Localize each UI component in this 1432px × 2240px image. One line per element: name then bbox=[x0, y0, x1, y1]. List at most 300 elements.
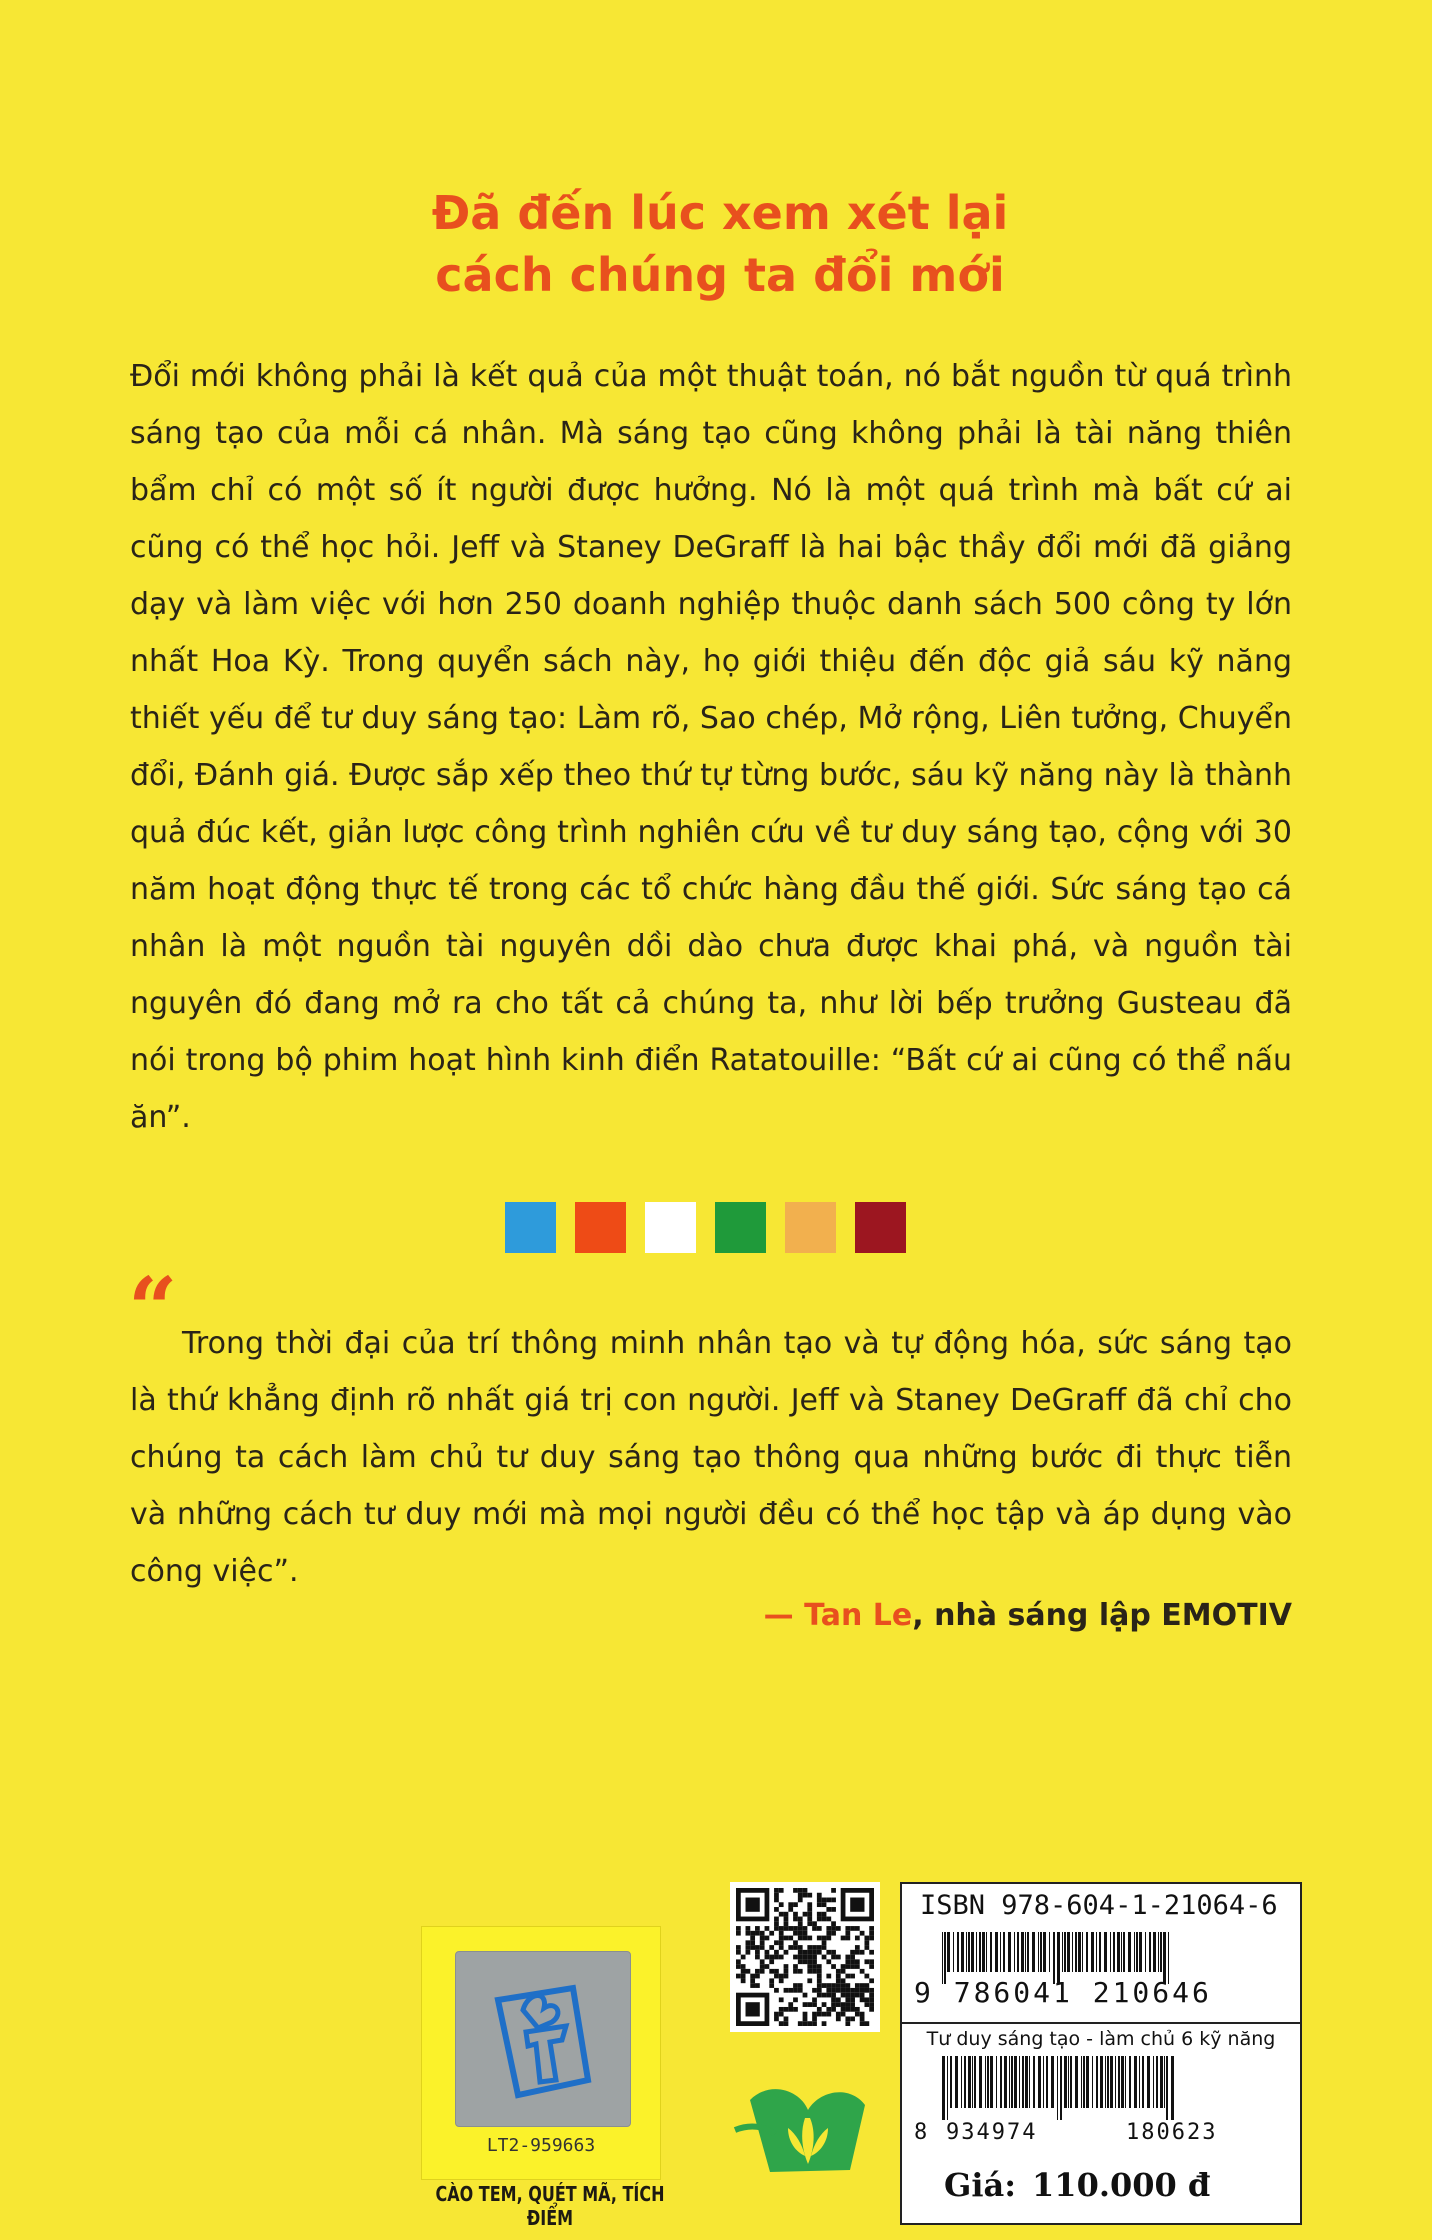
qr-module bbox=[845, 1983, 850, 1988]
qr-module bbox=[817, 1974, 822, 1979]
price-value: 110.000 đ bbox=[1032, 2166, 1211, 2204]
qr-module bbox=[807, 2021, 812, 2026]
qr-module bbox=[750, 1974, 755, 1979]
headline-line-1: Đã đến lúc xem xét lại bbox=[431, 186, 1009, 240]
barcode-bar bbox=[1082, 1932, 1083, 1972]
qr-module bbox=[826, 1974, 831, 1979]
qr-module bbox=[784, 1921, 789, 1926]
color-swatch bbox=[855, 1202, 906, 1253]
qr-module bbox=[864, 2021, 869, 2026]
isbn-digits: 9 786041 210646 bbox=[914, 1976, 1212, 2009]
attribution-role: , nhà sáng lập EMOTIV bbox=[912, 1598, 1292, 1633]
barcode-bar bbox=[1129, 2056, 1131, 2108]
qr-module bbox=[807, 1945, 812, 1950]
qr-module bbox=[760, 1936, 765, 1941]
barcode-bar bbox=[1038, 1932, 1039, 1972]
qr-module bbox=[817, 1969, 822, 1974]
qr-module bbox=[774, 1921, 779, 1926]
qr-module bbox=[822, 1940, 827, 1945]
qr-module bbox=[850, 1988, 855, 1993]
qr-module bbox=[746, 1926, 751, 1931]
barcode-bar bbox=[947, 1932, 950, 1972]
qr-module bbox=[860, 1997, 865, 2002]
qr-module bbox=[774, 1893, 779, 1898]
qr-module bbox=[831, 2007, 836, 2012]
qr-module bbox=[817, 1988, 822, 1993]
qr-module bbox=[779, 1902, 784, 1907]
barcode-bar bbox=[1092, 2056, 1093, 2108]
qr-module bbox=[817, 1983, 822, 1988]
qr-module bbox=[779, 1926, 784, 1931]
qr-module bbox=[793, 1997, 798, 2002]
qr-module bbox=[860, 1993, 865, 1998]
barcode-bar bbox=[1009, 2056, 1010, 2108]
qr-module bbox=[812, 1926, 817, 1931]
qr-module bbox=[869, 1950, 874, 1955]
qr-module bbox=[793, 1888, 798, 1893]
barcode-bar bbox=[1107, 2056, 1109, 2108]
qr-module bbox=[774, 1898, 779, 1903]
qr-module bbox=[793, 1931, 798, 1936]
qr-module bbox=[798, 1926, 803, 1931]
qr-module bbox=[860, 1988, 865, 1993]
qr-module bbox=[822, 2012, 827, 2017]
qr-module bbox=[798, 1893, 803, 1898]
barcode-bar bbox=[1139, 1932, 1142, 1972]
qr-module bbox=[765, 1936, 770, 1941]
qr-module bbox=[798, 1921, 803, 1926]
qr-module bbox=[736, 1964, 741, 1969]
qr-module bbox=[750, 1945, 755, 1950]
barcode-bar bbox=[1160, 2056, 1163, 2108]
qr-module bbox=[736, 1931, 741, 1936]
qr-module bbox=[831, 1964, 836, 1969]
security-sticker bbox=[421, 1926, 661, 2180]
barcode-bar bbox=[1083, 2056, 1085, 2108]
qr-module bbox=[793, 1917, 798, 1922]
qr-module bbox=[845, 1997, 850, 2002]
qr-module bbox=[769, 1931, 774, 1936]
qr-module bbox=[812, 2021, 817, 2026]
barcode-bar bbox=[1118, 2056, 1120, 2108]
qr-module bbox=[807, 1955, 812, 1960]
qr-module bbox=[850, 1955, 855, 1960]
qr-module bbox=[822, 1898, 827, 1903]
qr-module bbox=[860, 1931, 865, 1936]
quote-attribution bbox=[764, 1598, 1292, 1633]
attribution-author: Tan Le bbox=[804, 1598, 913, 1633]
qr-module bbox=[774, 1969, 779, 1974]
barcode-bar bbox=[995, 1932, 998, 1972]
qr-module bbox=[793, 1955, 798, 1960]
qr-module bbox=[850, 2016, 855, 2021]
qr-module bbox=[784, 1936, 789, 1941]
ean-left-digits: 934974 bbox=[946, 2120, 1038, 2145]
qr-module bbox=[807, 1902, 812, 1907]
qr-module bbox=[741, 1978, 746, 1983]
qr-module bbox=[807, 1912, 812, 1917]
qr-module bbox=[817, 2007, 822, 2012]
qr-module bbox=[826, 1983, 831, 1988]
qr-module bbox=[850, 1898, 864, 1912]
qr-module bbox=[864, 1959, 869, 1964]
barcode-bar bbox=[1075, 2056, 1078, 2108]
color-swatches bbox=[505, 1202, 906, 1252]
qr-module bbox=[860, 2021, 865, 2026]
qr-module bbox=[812, 2002, 817, 2007]
qr-module bbox=[807, 1893, 812, 1898]
isbn-price-box bbox=[900, 1882, 1302, 2225]
ean-barcode bbox=[942, 2056, 1177, 2120]
qr-module bbox=[788, 1936, 793, 1941]
qr-module bbox=[817, 2012, 822, 2017]
barcode-bar bbox=[1067, 1932, 1070, 1972]
qr-module bbox=[826, 1926, 831, 1931]
qr-module bbox=[774, 1988, 779, 1993]
qr-module bbox=[850, 2007, 855, 2012]
qr-module bbox=[803, 2016, 808, 2021]
barcode-bar bbox=[976, 1932, 977, 1972]
qr-module bbox=[803, 2002, 808, 2007]
barcode-bar bbox=[1147, 2056, 1150, 2108]
qr-module bbox=[746, 1945, 751, 1950]
qr-module bbox=[845, 1936, 850, 1941]
qr-module bbox=[826, 1988, 831, 1993]
qr-module bbox=[798, 1959, 803, 1964]
qr-module bbox=[869, 1997, 874, 2002]
qr-module bbox=[788, 1907, 793, 1912]
qr-module bbox=[841, 2007, 846, 2012]
barcode-bar bbox=[1121, 1932, 1122, 1972]
qr-module bbox=[774, 1917, 779, 1922]
qr-module bbox=[864, 1940, 869, 1945]
sticker-code: LT2-959663 bbox=[486, 2135, 596, 2156]
qr-module bbox=[746, 1950, 751, 1955]
qr-module bbox=[755, 1945, 760, 1950]
qr-module bbox=[793, 1964, 798, 1969]
qr-module bbox=[812, 1959, 817, 1964]
barcode-bar bbox=[972, 2056, 973, 2108]
qr-module bbox=[807, 1964, 812, 1969]
barcode-bar bbox=[1142, 2056, 1144, 2108]
qr-module bbox=[845, 2002, 850, 2007]
barcode-bar bbox=[1125, 2056, 1126, 2108]
barcode-bar bbox=[1072, 1932, 1073, 1972]
qr-module bbox=[822, 1917, 827, 1922]
barcode-bar bbox=[987, 2056, 989, 2108]
barcode-bar bbox=[1003, 1932, 1005, 1972]
qr-module bbox=[779, 2021, 784, 2026]
barcode-bar bbox=[1049, 1932, 1050, 1972]
barcode-bar bbox=[971, 1932, 974, 1972]
barcode-bar bbox=[986, 1932, 987, 1972]
qr-module bbox=[788, 1945, 793, 1950]
qr-module bbox=[864, 1988, 869, 1993]
qr-module bbox=[779, 1955, 784, 1960]
qr-module bbox=[831, 1997, 836, 2002]
barcode-bar bbox=[1025, 2056, 1028, 2108]
qr-module bbox=[860, 1950, 865, 1955]
barcode-bar bbox=[1117, 1932, 1120, 1972]
qr-module bbox=[746, 1940, 751, 1945]
qr-module bbox=[845, 2016, 850, 2021]
qr-module bbox=[741, 1969, 746, 1974]
qr-module bbox=[826, 1959, 831, 1964]
qr-module bbox=[850, 2002, 855, 2007]
qr-module bbox=[807, 1959, 812, 1964]
barcode-bar bbox=[1029, 2056, 1030, 2108]
barcode-bar bbox=[1043, 1932, 1046, 1972]
qr-module bbox=[841, 1988, 846, 1993]
qr-module bbox=[760, 1945, 765, 1950]
qr-module bbox=[831, 1921, 836, 1926]
qr-module bbox=[817, 1893, 822, 1898]
qr-module bbox=[803, 1912, 808, 1917]
qr-module bbox=[831, 2002, 836, 2007]
barcode-bar bbox=[1134, 2056, 1137, 2108]
qr-module bbox=[869, 1964, 874, 1969]
barcode-bar bbox=[1123, 1932, 1125, 1972]
qr-module bbox=[755, 1926, 760, 1931]
attribution-dash: — bbox=[763, 1598, 805, 1633]
qr-module bbox=[803, 1950, 808, 1955]
qr-module bbox=[850, 1926, 855, 1931]
qr-module bbox=[784, 1950, 789, 1955]
qr-module bbox=[845, 2007, 850, 2012]
qr-module bbox=[850, 1997, 855, 2002]
qr-module bbox=[793, 1945, 798, 1950]
qr-module bbox=[765, 1926, 770, 1931]
qr-module bbox=[798, 1969, 803, 1974]
qr-module bbox=[769, 1945, 774, 1950]
qr-module bbox=[803, 1936, 808, 1941]
qr-module bbox=[841, 1983, 846, 1988]
qr-module bbox=[788, 2002, 793, 2007]
qr-module bbox=[793, 1988, 798, 1993]
qr-module bbox=[860, 1969, 865, 1974]
qr-module bbox=[769, 1983, 774, 1988]
qr-module bbox=[822, 1955, 827, 1960]
qr-module bbox=[755, 1983, 760, 1988]
qr-module bbox=[774, 1940, 779, 1945]
qr-module bbox=[750, 1936, 755, 1941]
qr-module bbox=[750, 1983, 755, 1988]
qr-module bbox=[793, 1969, 798, 1974]
barcode-bar bbox=[1166, 2056, 1168, 2120]
qr-module bbox=[869, 2002, 874, 2007]
qr-module bbox=[831, 1898, 836, 1903]
qr-module bbox=[845, 1931, 850, 1936]
qr-module bbox=[845, 1993, 850, 1998]
qr-module bbox=[860, 1983, 865, 1988]
barcode-bar bbox=[1115, 2056, 1116, 2108]
qr-module bbox=[807, 1907, 812, 1912]
qr-module bbox=[755, 1950, 760, 1955]
qr-module bbox=[812, 1950, 817, 1955]
qr-module bbox=[860, 2012, 865, 2017]
barcode-bar bbox=[950, 2056, 952, 2108]
qr-module bbox=[850, 1959, 855, 1964]
qr-module bbox=[807, 1950, 812, 1955]
barcode-bar bbox=[1156, 2056, 1158, 2108]
barcode-bar bbox=[1027, 1932, 1029, 1972]
qr-module bbox=[826, 1936, 831, 1941]
qr-module bbox=[779, 1978, 784, 1983]
qr-module bbox=[769, 1955, 774, 1960]
qr-code[interactable] bbox=[730, 1882, 880, 2032]
qr-module bbox=[798, 1955, 803, 1960]
barcode-bar bbox=[1164, 2056, 1165, 2108]
barcode-bar bbox=[1021, 1932, 1024, 1972]
qr-module bbox=[760, 1959, 765, 1964]
qr-module bbox=[788, 1902, 793, 1907]
qr-module bbox=[845, 1974, 850, 1979]
qr-module bbox=[798, 2021, 803, 2026]
qr-module bbox=[855, 1959, 860, 1964]
barcode-bar bbox=[1104, 1932, 1107, 1972]
qr-module bbox=[750, 1940, 755, 1945]
barcode-bar bbox=[979, 1932, 981, 1972]
qr-module bbox=[845, 1959, 850, 1964]
qr-module bbox=[864, 1945, 869, 1950]
qr-module bbox=[784, 1926, 789, 1931]
qr-module bbox=[850, 1950, 855, 1955]
qr-module bbox=[822, 2002, 827, 2007]
qr-module bbox=[741, 1955, 746, 1960]
qr-module bbox=[822, 1983, 827, 1988]
qr-module bbox=[869, 1993, 874, 1998]
qr-module bbox=[784, 1969, 789, 1974]
barcode-bar bbox=[1000, 1932, 1001, 1972]
qr-module bbox=[812, 1988, 817, 1993]
qr-module bbox=[831, 1988, 836, 1993]
barcode-bar bbox=[1105, 2056, 1106, 2108]
qr-module bbox=[836, 1988, 841, 1993]
qr-module bbox=[755, 1931, 760, 1936]
barcode-bar bbox=[1008, 1932, 1011, 1972]
qr-module bbox=[812, 1969, 817, 1974]
isbn-label: ISBN 978-604-1-21064-6 bbox=[920, 1890, 1278, 1921]
qr-module bbox=[784, 1912, 789, 1917]
barcode-bar bbox=[1062, 1932, 1063, 1972]
qr-module bbox=[746, 1931, 751, 1936]
price-label: Giá: bbox=[944, 2166, 1017, 2204]
qr-module bbox=[765, 1955, 770, 1960]
barcode-bar bbox=[1149, 1932, 1151, 1972]
color-swatch bbox=[715, 1202, 766, 1253]
barcode-bar bbox=[974, 2056, 976, 2108]
barcode-bar bbox=[1000, 2056, 1002, 2108]
hologram bbox=[455, 1951, 631, 2127]
qr-module bbox=[836, 1926, 841, 1931]
qr-module bbox=[845, 1955, 850, 1960]
torch-logo-icon bbox=[478, 1970, 608, 2110]
qr-module bbox=[841, 1964, 846, 1969]
qr-module bbox=[779, 2012, 784, 2017]
barcode-bar bbox=[1070, 2056, 1072, 2108]
qr-module bbox=[746, 1898, 760, 1912]
color-swatch bbox=[505, 1202, 556, 1253]
qr-module bbox=[841, 2012, 846, 2017]
qr-module bbox=[774, 1926, 779, 1931]
barcode-bar bbox=[996, 2056, 997, 2108]
barcode-bar bbox=[1158, 1932, 1159, 1972]
qr-module bbox=[850, 1974, 855, 1979]
qr-module bbox=[831, 1993, 836, 1998]
qr-module bbox=[779, 1931, 784, 1936]
qr-module bbox=[860, 2016, 865, 2021]
barcode-bar bbox=[1121, 2056, 1124, 2108]
qr-module bbox=[836, 2012, 841, 2017]
description-paragraph: Đổi mới không phải là kết quả của một thuật toán, nó bắt nguồn từ quá trình sáng tạo của mỗi cá nhân. Mà sáng tạo cũng không phải là tài năng thiên bẩm chỉ có một số ít người được hưởng. Nó là một quá trình mà bất cứ ai cũng có thể học hỏi. Jeff và Staney DeGraff là hai bậc thầy đổi mới đã giảng dạy và làm việc với hơn 250 doanh nghiệp thuộc danh sách 500 công ty lớn nhất Hoa Kỳ. Trong quyển sách này, họ giới thiệu đến độc giả sáu kỹ năng thiết yếu để tư duy sáng tạo: Làm rõ, Sao chép, Mở rộng, Liên tưởng, Chuyển đổi, Đánh giá. Được sắp xếp theo thứ tự từng bước, sáu kỹ năng này là thành quả đúc kết, giản lược công trình nghiên cứu về tư duy sáng tạo, cộng với 30 năm hoạt động thực tế trong các tổ chức hàng đầu thế giới. Sức sáng tạo cá nhân là một nguồn tài nguyên dồi dào chưa được khai phá, và nguồn tài nguyên đó đang mở ra cho tất cả chúng ta, như lời bếp trưởng Gusteau đã nói trong bộ phim hoạt hình kinh điển Ratatouille: “Bất cứ ai cũng có thể nấu ăn”. bbox=[130, 359, 1292, 1135]
barcode-bar bbox=[1032, 1932, 1035, 1972]
headline bbox=[360, 182, 1080, 306]
qr-module bbox=[864, 1983, 869, 1988]
barcode-bar bbox=[1033, 2056, 1035, 2108]
qr-module bbox=[869, 1926, 874, 1931]
barcode-bar bbox=[1040, 1932, 1042, 1972]
qr-module bbox=[817, 1993, 822, 1998]
qr-module bbox=[807, 1917, 812, 1922]
barcode-bar bbox=[1081, 2056, 1082, 2108]
barcode-bar bbox=[1160, 1932, 1162, 1972]
qr-module bbox=[817, 1898, 822, 1903]
barcode-bar bbox=[990, 2056, 993, 2108]
barcode-bar bbox=[1136, 1932, 1138, 1972]
qr-module bbox=[746, 2002, 760, 2016]
qr-module bbox=[855, 2007, 860, 2012]
barcode-bar bbox=[1086, 1932, 1088, 1972]
qr-module bbox=[817, 1950, 822, 1955]
qr-module bbox=[864, 1936, 869, 1941]
qr-module bbox=[774, 2016, 779, 2021]
qr-module bbox=[803, 1959, 808, 1964]
qr-module bbox=[836, 2002, 841, 2007]
qr-module bbox=[779, 1936, 784, 1941]
qr-module bbox=[765, 1964, 770, 1969]
qr-module bbox=[831, 1926, 836, 1931]
qr-module bbox=[807, 1969, 812, 1974]
qr-module bbox=[855, 1964, 860, 1969]
qr-module bbox=[831, 1983, 836, 1988]
qr-module bbox=[760, 1940, 765, 1945]
color-swatch bbox=[785, 1202, 836, 1253]
qr-module bbox=[798, 1945, 803, 1950]
qr-module bbox=[798, 1950, 803, 1955]
qr-code-icon bbox=[736, 1888, 874, 2026]
barcode-bar bbox=[1096, 2056, 1098, 2108]
qr-module bbox=[822, 1902, 827, 1907]
qr-module bbox=[831, 1931, 836, 1936]
qr-module bbox=[836, 1978, 841, 1983]
qr-module bbox=[784, 2007, 789, 2012]
qr-module bbox=[822, 2021, 827, 2026]
qr-module bbox=[774, 1974, 779, 1979]
qr-module bbox=[784, 2016, 789, 2021]
barcode-bar bbox=[1057, 2056, 1058, 2120]
qr-module bbox=[855, 1926, 860, 1931]
qr-module bbox=[784, 1964, 789, 1969]
barcode-bar bbox=[961, 2056, 962, 2108]
barcode-bar bbox=[1171, 2056, 1174, 2120]
qr-module bbox=[803, 2021, 808, 2026]
barcode-bar bbox=[1086, 2056, 1089, 2108]
qr-module bbox=[822, 1936, 827, 1941]
barcode-bar bbox=[966, 1932, 967, 1972]
barcode-bar bbox=[1145, 1932, 1146, 1972]
qr-module bbox=[741, 1964, 746, 1969]
qr-module bbox=[826, 1898, 831, 1903]
